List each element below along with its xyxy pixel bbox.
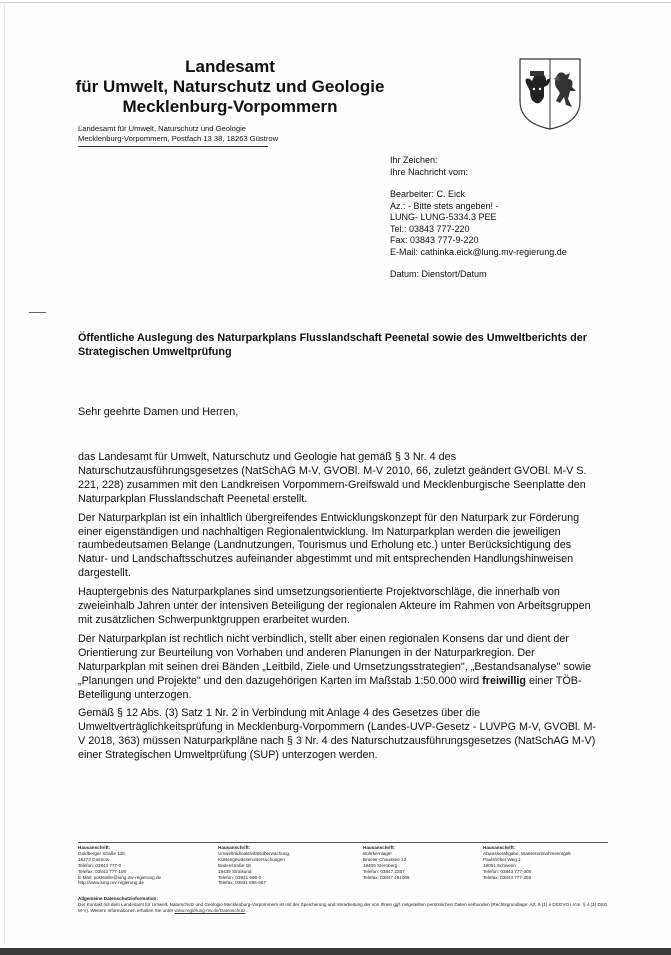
footer-line: Bohrkernlager bbox=[363, 850, 392, 856]
footer-line: Abwasserabgabe, Wasserentnahmeentgelt bbox=[483, 850, 571, 856]
footer-column-stralsund bbox=[218, 845, 290, 886]
privacy-text bbox=[78, 902, 608, 914]
footer-line: 18439 Stralsund bbox=[218, 868, 252, 874]
sender-divider bbox=[78, 146, 268, 147]
paragraph-3: Hauptergebnis des Naturparkplanes sind umsetzungsorientierte Projektvorschläge, die innerhalb von zweieinhalb Jahren unter der intensiven Beteiligung der regionalen Akteure im Rahmen von Arbeitsgruppen mit zusätzlichen Schwerpunktgruppen erarbeitet wurden. bbox=[78, 586, 591, 626]
footer-heading: Hausanschrift: bbox=[218, 845, 251, 850]
email: E-Mail: cathinka.eick@lung.mv-regierung.de bbox=[390, 246, 567, 257]
footer-line: Telefax: 03847 451069 bbox=[363, 874, 410, 880]
footer-line: 19061 Schwerin bbox=[483, 862, 516, 868]
footer-heading: Hausanschrift: bbox=[483, 845, 516, 850]
paragraph-4-text: Der Naturparkplan ist rechtlich nicht verbindlich, stellt aber einen regionalen Konsens dar und dient der Orientierung zur Beurteilung von Vorhaben und anderen Planungen in der Naturparkregion. Der Naturparkplan mit seinen drei Bänden „Leitbild, Ziele und Umsetzungsstrategien", „Bestandsanalyse" sowie „Planungen und Projekte" und den dazugehörigen Karten im Maßstab 1:50.000 wird bbox=[78, 632, 591, 687]
org-line-3: Mecklenburg-Vorpommern bbox=[122, 97, 338, 116]
sender-line-2: Mecklenburg-Vorpommern, Postfach 13 38, 18263 Güstrow bbox=[78, 134, 279, 143]
footer-email-link[interactable]: E-Mail: poststelle@lung.mv-regierung.de bbox=[78, 874, 162, 880]
footer-line: Telefon: 03831 696-0 bbox=[218, 874, 262, 880]
salutation: Sehr geehrte Damen und Herren, bbox=[78, 406, 239, 418]
footer-line: 19406 Sternberg bbox=[363, 862, 398, 868]
reference-block bbox=[390, 155, 567, 281]
ihre-nachricht-label: Ihre Nachricht vom: bbox=[390, 166, 469, 177]
letter-body bbox=[78, 451, 598, 768]
privacy-link[interactable]: www.regierung-mv.de/Datenschutz bbox=[174, 907, 246, 913]
az-label: Az.: - Bitte stets angeben! - bbox=[390, 200, 499, 211]
privacy-end: . bbox=[245, 907, 247, 913]
footer-line: Telefax: 03843 777-309 bbox=[483, 874, 532, 880]
page-left-edge bbox=[4, 2, 5, 942]
footer-line: Goldberger Straße 12b bbox=[78, 850, 125, 856]
emphasis-freiwillig: freiwillig bbox=[482, 674, 526, 687]
sender-line-1: Landesamt für Umwelt, Naturschutz und Geologie bbox=[78, 124, 246, 133]
footer-heading: Hausanschrift: bbox=[78, 845, 111, 850]
footer-line: Telefax: 03843 777-106 bbox=[78, 868, 127, 874]
footer-line: Umweltradioaktivitätsüberwachung, bbox=[218, 850, 291, 856]
footer-website-link[interactable]: http://www.lung.mv-regierung.de bbox=[78, 880, 144, 886]
fold-mark bbox=[29, 312, 46, 313]
paragraph-1: das Landesamt für Umwelt, Naturschutz und Geologie hat gemäß § 3 Nr. 4 des Naturschutzausführungsgesetzes (NatSchAG M-V, GVOBl. M-V 2010, 66, zuletzt geändert GVOBl. M-V S. 221, 228) zusammen mit den Landkreisen Vorpommern-Greifswald und Mecklenburgische Seenplatte den Naturparkplan Flusslandschaft Peenetal erstellt. bbox=[78, 451, 587, 505]
org-line-2: für Umwelt, Naturschutz und Geologie bbox=[75, 77, 385, 96]
footer-heading: Hausanschrift: bbox=[363, 845, 396, 850]
footer-line: Küstengewässeruntersuchungen bbox=[218, 856, 285, 862]
privacy-heading: Allgemeine Datenschutzinformation: bbox=[78, 896, 158, 901]
footer-line: Telefon: 03847 2257 bbox=[363, 868, 405, 874]
footer-line: Telefon: 03843 777-0 bbox=[78, 862, 122, 868]
paragraph-4 bbox=[78, 633, 598, 703]
telephone: Tel.: 03843 777-220 bbox=[390, 223, 470, 234]
footer-column-sternberg bbox=[363, 845, 410, 880]
footer-line: 18273 Güstrow bbox=[78, 856, 110, 862]
ihr-zeichen-label: Ihr Zeichen: bbox=[390, 155, 438, 165]
date: Datum: Dienstort/Datum bbox=[390, 269, 487, 279]
footer-column-schwerin bbox=[483, 845, 571, 880]
bearbeiter: Bearbeiter: C. Eick bbox=[390, 189, 466, 199]
footer-line: Telefon: 03843 777-300 bbox=[483, 868, 532, 874]
viewer-bottom-bar bbox=[0, 948, 671, 955]
sender-address bbox=[78, 124, 278, 144]
footer-line: Telefax: 03831 696-667 bbox=[218, 880, 267, 886]
footer-line: Brüeler Chaussee 13 bbox=[363, 856, 407, 862]
page-top-edge bbox=[0, 2, 671, 3]
footer-column-guestrow bbox=[78, 845, 161, 886]
az-value: LUNG- LUNG-5334.3 PEE bbox=[390, 212, 497, 222]
footer-line: Badenstraße 18 bbox=[218, 862, 251, 868]
footer-divider bbox=[78, 842, 608, 843]
paragraph-5: Gemäß § 12 Abs. (3) Satz 1 Nr. 2 in Verbindung mit Anlage 4 des Gesetzes über die Umweltverträglichkeitsprüfung in Mecklenburg-Vorpommern (Landes-UVP-Gesetz - LUVPG M-V, GVOBl. M-V 2018, 363) müssen Naturparkpläne nach § 3 Nr. 4 des Naturschutzausführungsgesetzes (NatSchAG M-V) einer Strategischen Umweltprüfung (SUP) unterzogen werden. bbox=[78, 707, 597, 762]
letter-subject: Öffentliche Auslegung des Naturparkplans Flusslandschaft Peenetal sowie des Umweltberichts der Strategischen Umweltprüfung bbox=[78, 332, 587, 358]
paragraph-2: Der Naturparkplan ist ein inhaltlich übergreifendes Entwicklungskonzept für den Naturpark zur Förderung einer eigenständigen und nachhaltigen Regionalentwicklung. Im Naturparkplan werden die jeweiligen raumbedeutsamen Belange (Landnutzungen, Tourismus und Erholung etc.) unter Berücksichtigung des Natur- und Landschaftsschutzes aufeinander abgestimmt und mit entsprechenden Handlungshinweisen dargestellt. bbox=[78, 511, 580, 580]
org-line-1: Landesamt bbox=[185, 57, 275, 76]
organization-name bbox=[70, 57, 390, 117]
fax: Fax: 03843 777-9-220 bbox=[390, 235, 479, 245]
footer-line: Paulshöher Weg 1 bbox=[483, 856, 521, 862]
privacy-body: Der Kontakt mit dem Landesamt für Umwelt, Naturschutz und Geologie Mecklenburg-Vorpommern ist mit der Speicherung und Verarbeitung der von Ihnen ggf. mitgeteilten persönlichen Daten verbunden (Rechtsgrundlage: Art. 6 (1) e DSGVO i.V.m. § 4 (1) DSG M-V). Weitere Informationen erhalten Sie unter bbox=[78, 901, 608, 913]
paragraph-4-end: einer TÖB-Beteiligung unterzogen. bbox=[78, 674, 582, 701]
coat-of-arms-icon bbox=[518, 57, 582, 131]
privacy-notice bbox=[78, 896, 608, 914]
